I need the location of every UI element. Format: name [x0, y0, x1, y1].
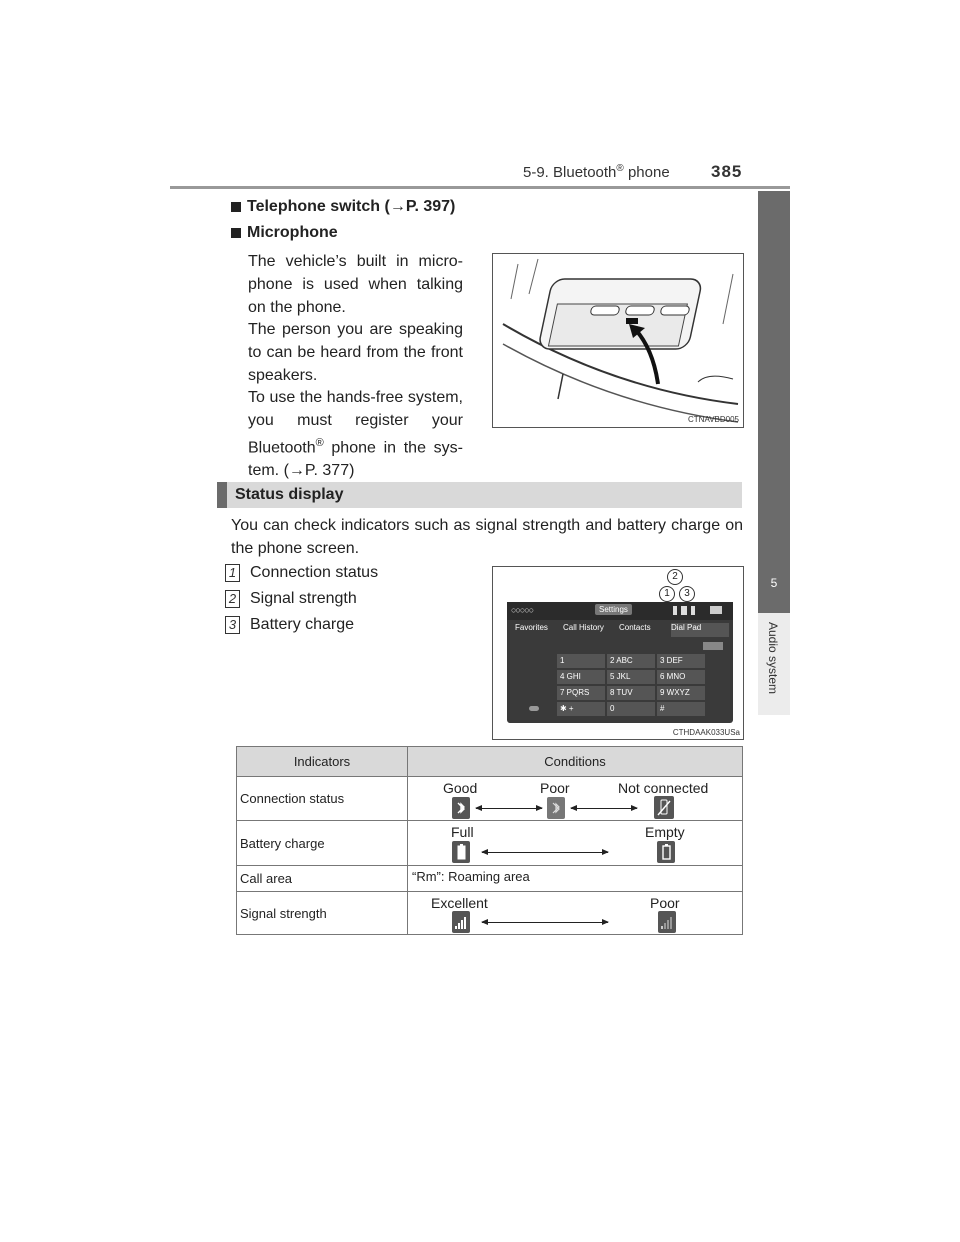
microphone-paragraph-2: The person you are speaking to can be heard from the front speakers. — [248, 321, 463, 384]
tab-dial-pad[interactable]: Dial Pad — [671, 623, 729, 637]
chapter-heading — [523, 163, 670, 181]
arrow-excellent-poor — [482, 922, 608, 923]
telephone-switch-heading — [231, 198, 455, 216]
dial-key[interactable]: # — [657, 702, 705, 716]
dial-key[interactable]: 8 TUV — [607, 686, 655, 700]
dial-key[interactable]: 6 MNO — [657, 670, 705, 684]
microphone-heading — [231, 224, 338, 242]
message-icon — [710, 606, 722, 614]
dial-key[interactable]: ✱ + — [557, 702, 605, 716]
condition-label-full: Full — [451, 824, 474, 840]
overhead-console-illustration — [493, 254, 743, 427]
signal-weak-icon — [658, 911, 676, 933]
phone-screen-figure — [492, 566, 744, 740]
bluetooth-status-icon — [673, 606, 677, 615]
item-number-2: 2 — [225, 590, 240, 608]
indicator-cell: Call area — [237, 866, 408, 892]
arrow-poor-notconnected — [571, 808, 637, 809]
item-number-1: 1 — [225, 564, 240, 582]
battery-status-icon — [691, 606, 695, 615]
condition-label-poor: Poor — [650, 895, 680, 911]
condition-cell — [408, 821, 743, 866]
ref-arrow: → — [288, 462, 305, 480]
status-item-2 — [225, 590, 357, 608]
callout-2: 2 — [667, 569, 683, 585]
status-item-1 — [225, 564, 378, 582]
dial-key[interactable]: 1 — [557, 654, 605, 668]
p3-text-b: phone in the sys-tem. ( — [248, 439, 463, 480]
condition-cell — [408, 892, 743, 935]
item-number-3: 3 — [225, 616, 240, 634]
status-display-intro: You can check indicators such as signal strength and battery charge on the phone screen. — [231, 517, 743, 557]
battery-empty-icon — [657, 841, 675, 863]
bullet-square-icon — [231, 202, 241, 212]
settings-button[interactable]: Settings — [595, 604, 632, 615]
chapter-side-tab — [758, 191, 790, 613]
status-display-heading: Status display — [217, 482, 742, 508]
callout-3: 3 — [679, 586, 695, 602]
condition-label-good: Good — [443, 780, 478, 796]
registered-mark: ® — [315, 437, 324, 449]
dial-key[interactable]: 5 JKL — [607, 670, 655, 684]
tab-contacts[interactable]: Contacts — [619, 623, 651, 632]
dial-key[interactable]: 9 WXYZ — [657, 686, 705, 700]
dial-key[interactable]: 3 DEF — [657, 654, 705, 668]
phone-screen — [507, 602, 733, 723]
chapter-number-tab — [762, 555, 786, 607]
tab-call-history[interactable]: Call History — [563, 623, 604, 632]
tab-favorites[interactable]: Favorites — [515, 623, 548, 632]
microphone-title: Microphone — [247, 224, 338, 241]
registered-mark: ® — [616, 163, 624, 174]
circles-indicator: ○○○○○ — [511, 605, 534, 615]
dial-key[interactable]: 7 PQRS — [557, 686, 605, 700]
figure-code: CTNAVBD005 — [688, 415, 739, 424]
chapter-side-label: Audio system — [766, 622, 780, 695]
dial-keypad — [557, 654, 705, 716]
microphone-paragraph-3 — [248, 386, 463, 482]
indicator-cell: Signal strength — [237, 892, 408, 935]
screen-status-bar — [507, 602, 733, 620]
p3-ref[interactable]: P. 377) — [304, 462, 355, 480]
condition-label-excellent: Excellent — [431, 895, 488, 911]
battery-full-icon — [452, 841, 470, 863]
table-row — [237, 892, 743, 935]
condition-cell: “Rm”: Roaming area — [408, 866, 743, 892]
signal-status-icon — [681, 606, 687, 615]
item-label: Battery charge — [250, 616, 355, 633]
bullet-square-icon — [231, 228, 241, 238]
callout-1: 1 — [659, 586, 675, 602]
arrow-full-empty — [482, 852, 608, 853]
condition-label-not-connected: Not connected — [618, 780, 709, 796]
phone-disconnected-icon — [654, 796, 674, 819]
bluetooth-icon — [452, 797, 470, 819]
chapter-heading-tail: phone — [623, 164, 670, 181]
item-label: Connection status — [250, 564, 379, 581]
microphone-paragraph-1: The vehicle’s built in micro-phone is used when talking on the phone. — [248, 253, 463, 316]
microphone-figure — [492, 253, 744, 428]
telephone-switch-ref[interactable]: P. 397) — [405, 198, 456, 215]
screen-tabs — [513, 623, 729, 637]
header-rule — [170, 186, 790, 189]
condition-label-empty: Empty — [645, 824, 685, 840]
table-header: Conditions — [408, 747, 743, 777]
dial-key[interactable]: 4 GHI — [557, 670, 605, 684]
call-handset-icon[interactable] — [529, 706, 539, 711]
screen-backspace[interactable] — [703, 642, 723, 650]
table-header: Indicators — [237, 747, 408, 777]
arrow-good-poor — [476, 808, 542, 809]
table-row — [237, 866, 743, 892]
bluetooth-faded-icon — [547, 797, 565, 819]
page-number: 385 — [711, 162, 743, 181]
ref-arrow: → — [389, 198, 406, 215]
item-label: Signal strength — [250, 590, 357, 607]
indicator-cell: Battery charge — [237, 821, 408, 866]
chapter-number: 5 — [770, 576, 778, 590]
table-header-row — [237, 747, 743, 777]
signal-full-icon — [452, 911, 470, 933]
condition-cell — [408, 777, 743, 821]
table-row — [237, 821, 743, 866]
status-item-3 — [225, 616, 354, 634]
dial-key[interactable]: 0 — [607, 702, 655, 716]
figure-code: CTHDAAK033USa — [672, 728, 740, 737]
chapter-heading-text: 5-9. Bluetooth — [523, 164, 617, 181]
indicator-cell: Connection status — [237, 777, 408, 821]
table-row — [237, 777, 743, 821]
p3-text-a: To use the hands-free system, you must register your Bluetooth — [248, 389, 463, 457]
telephone-switch-label: Telephone switch ( — [247, 198, 390, 215]
condition-label-poor: Poor — [540, 780, 570, 796]
indicators-table — [236, 746, 743, 935]
dial-key[interactable]: 2 ABC — [607, 654, 655, 668]
microphone-location — [626, 318, 638, 324]
